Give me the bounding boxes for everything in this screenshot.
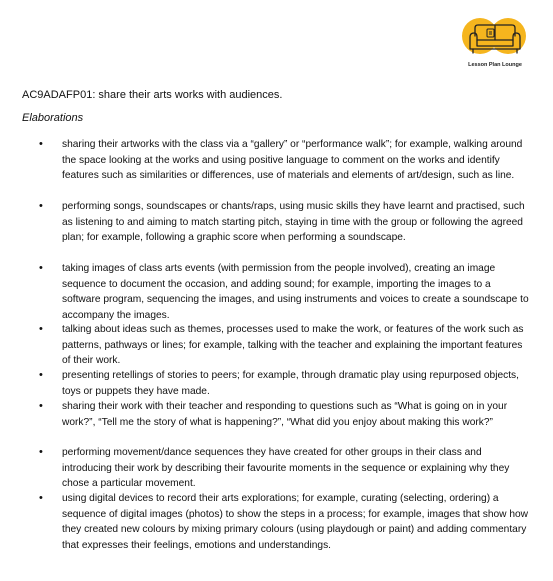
logo-text: Lesson Plan Lounge	[468, 62, 522, 68]
list-item-text: talking about ideas such as themes, processes used to make the work, or features of the work such as patterns, pathways or lines; for example, talking with the teacher and explaining the important features of their work.	[62, 324, 524, 367]
list-item-text: sharing their work with their teacher and responding to questions such as “What is going on in your work?”, “Tell me the story of what is happening?”, “What did you enjoy about making this work?”	[62, 401, 508, 428]
sofa-logo-icon	[462, 16, 528, 62]
lesson-plan-lounge-logo	[462, 16, 528, 70]
list-item-text: taking images of class arts events (with permission from the people involved), creating an image sequence to document the occasion, and adding sound; for example, importing the images to a software program, sequencing the images, and using instruments and voices to create a soundscape to accompany the images.	[62, 263, 529, 321]
list-item-text: sharing their artworks with the class via a “gallery” or “performance walk”; for example, walking around the space looking at the works and using positive language to comment on the works and identify features such as similarities or differences, use of materials and elements of art/design, such as line.	[62, 139, 523, 182]
bullet: •	[39, 200, 43, 212]
curriculum-code-line	[22, 89, 282, 102]
bullet: •	[39, 492, 43, 504]
curriculum-description: : share their arts works with audiences.	[92, 89, 283, 101]
elaborations-heading: Elaborations	[22, 112, 84, 124]
bullet: •	[39, 369, 43, 381]
bullet: •	[39, 446, 43, 458]
bullet: •	[39, 323, 43, 335]
bullet: •	[39, 262, 43, 274]
curriculum-code: AC9ADAFP01	[22, 89, 93, 101]
list-item-text: performing songs, soundscapes or chants/raps, using music skills they have learnt and practised, such as listening to and aiming to match starting pitch, staying in time with the group or following the agreed plan; for example, following a graphic score when performing a soundscape.	[62, 201, 525, 244]
bullet: •	[39, 138, 43, 150]
list-item-text: performing movement/dance sequences they have created for other groups in their class and introducing their work by describing their favourite moments in the sequence or explaining why they chose a particular movement.	[62, 447, 510, 490]
list-item-text: presenting retellings of stories to peers; for example, through dramatic play using repurposed objects, toys or puppets they have made.	[62, 370, 519, 397]
list-item-text: using digital devices to record their arts explorations; for example, curating (selecting, ordering) a sequence of digital images (photos) to show the steps in a process; for example, images that show how they created new colours by mixing primary colours (using playdough or paint) and adding commentary that expresses their feelings, emotions and understandings.	[62, 493, 529, 551]
bullet: •	[39, 400, 43, 412]
